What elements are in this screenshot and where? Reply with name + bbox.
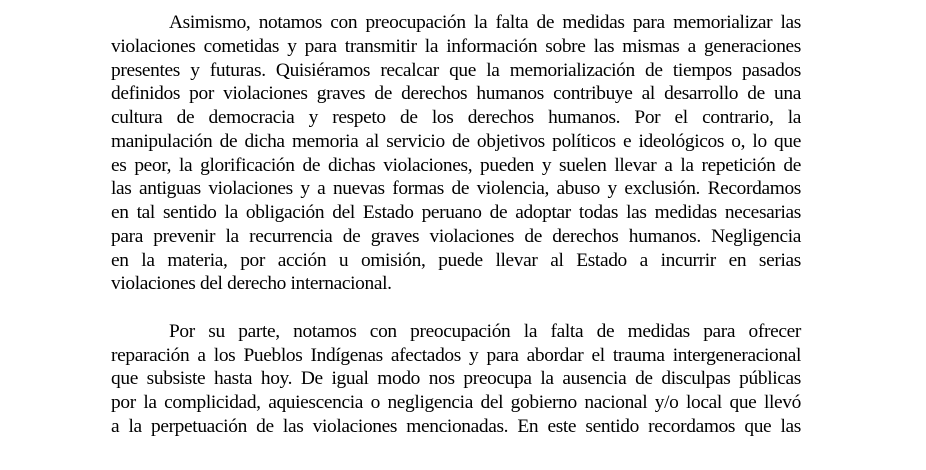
- text-line: cultura de democracia y respeto de los derechos humanos. Por el contrario, la: [111, 107, 801, 128]
- text-line: violaciones del derecho internacional.: [111, 273, 392, 295]
- text-line: en tal sentido la obligación del Estado peruano de adoptar todas las medidas necesarias: [111, 202, 801, 223]
- text-line: reparación a los Pueblos Indígenas afectados y para abordar el trauma intergeneracional: [111, 344, 801, 366]
- text-line: manipulación de dicha memoria al servicio de objetivos políticos e ideológicos o, lo que: [111, 130, 801, 152]
- text-line: presentes y futuras. Quisiéramos recalcar que la memorialización de tiempos pasados: [111, 59, 801, 81]
- text-line: Asimismo, notamos con preocupación la falta de medidas para memorializar las: [169, 12, 801, 33]
- text-line: a la perpetuación de las violaciones mencionadas. En este sentido recordamos que las: [111, 415, 801, 437]
- text-line: las antiguas violaciones y a nuevas formas de violencia, abuso y exclusión. Recordamos: [111, 178, 801, 200]
- paragraph-memorialization: [111, 11, 801, 296]
- text-line: por la complicidad, aquiescencia o negligencia del gobierno nacional y/o local que llevó: [111, 392, 801, 414]
- text-line: es peor, la glorificación de dichas violaciones, pueden y suelen llevar a la repetición de: [111, 154, 801, 176]
- text-line: en la materia, por acción u omisión, puede llevar al Estado a incurrir en serias: [111, 249, 801, 271]
- text-line: para prevenir la recurrencia de graves violaciones de derechos humanos. Negligencia: [111, 225, 801, 247]
- paragraph-reparation: [111, 320, 801, 439]
- text-line: violaciones cometidas y para transmitir la información sobre las mismas a generaciones: [111, 35, 801, 57]
- text-line: que subsiste hasta hoy. De igual modo nos preocupa la ausencia de disculpas públicas: [111, 368, 801, 390]
- text-line: Por su parte, notamos con preocupación la falta de medidas para ofrecer: [169, 320, 801, 342]
- text-line: definidos por violaciones graves de derechos humanos contribuye al desarrollo de una: [111, 83, 801, 105]
- document-page: [111, 11, 801, 439]
